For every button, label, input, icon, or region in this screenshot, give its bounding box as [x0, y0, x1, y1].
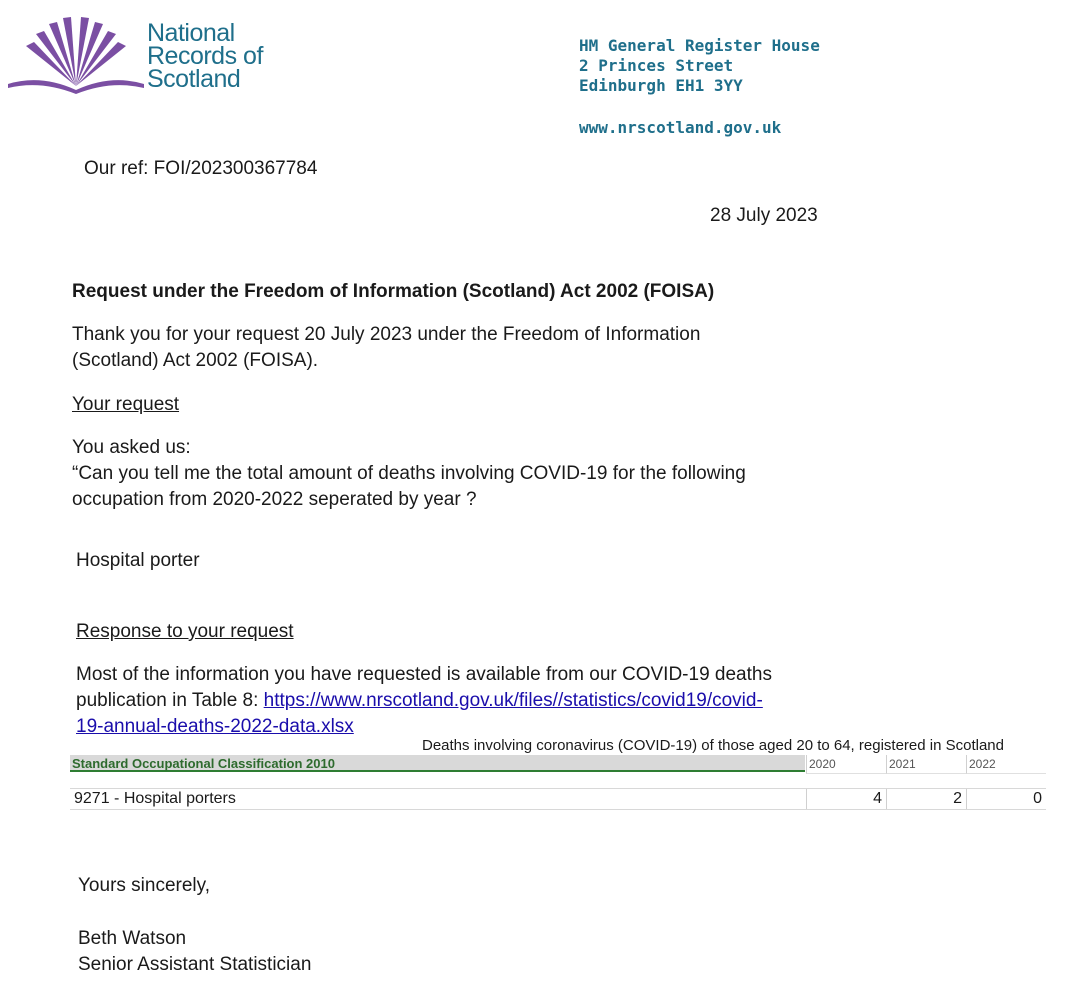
address-block	[579, 36, 820, 96]
nrs-logo-icon	[6, 14, 146, 94]
deaths-value: 2	[886, 789, 966, 809]
year-header: 2021	[886, 755, 966, 774]
deaths-value: 0	[966, 789, 1046, 809]
year-header: 2020	[806, 755, 886, 774]
intro-paragraph: Thank you for your request 20 July 2023 under the Freedom of Information (Scotland) Act 2002 (FOISA).	[72, 324, 701, 371]
table-header	[70, 755, 1046, 774]
data-file-link-cont[interactable]: 19-annual-deaths-2022-data.xlsx	[76, 716, 354, 737]
address-line: 2 Princes Street	[579, 56, 734, 75]
response-paragraph: Most of the information you have requested is available from our COVID-19 deaths publication in Table 8: https://www.nrscotland.gov.uk/files//statistics/covid19/covid- 19-annual-deaths-2022-data.xlsx	[76, 664, 772, 737]
table-row	[70, 788, 1046, 810]
letter-heading: Request under the Freedom of Information (Scotland) Act 2002 (FOISA)	[72, 281, 715, 302]
salutation: Yours sincerely,	[78, 875, 211, 896]
website-link[interactable]: www.nrscotland.gov.uk	[579, 118, 782, 137]
signatory-name: Beth Watson	[78, 928, 187, 949]
year-header: 2022	[966, 755, 1046, 774]
deaths-value: 4	[806, 789, 886, 809]
table-title: Deaths involving coronavirus (COVID-19) of those aged 20 to 64, registered in Scotland	[422, 737, 1004, 754]
response-heading: Response to your request	[76, 621, 294, 642]
data-file-link[interactable]: https://www.nrscotland.gov.uk/files//statistics/covid19/covid-	[263, 690, 763, 711]
classification-header: Standard Occupational Classification 2010	[70, 755, 805, 772]
your-request-heading: Your request	[72, 394, 180, 415]
address-line: HM General Register House	[579, 36, 820, 55]
address-line: Edinburgh EH1 3YY	[579, 76, 743, 95]
letter-date: 28 July 2023	[710, 205, 818, 226]
reference-number: Our ref: FOI/202300367784	[84, 158, 318, 179]
occupation-text: Hospital porter	[76, 550, 200, 571]
request-paragraph: You asked us: “Can you tell me the total amount of deaths involving COVID-19 for the following occupation from 2020-2022 seperated by year ?	[72, 437, 746, 510]
signatory-title: Senior Assistant Statistician	[78, 954, 312, 975]
occupation-label: 9271 - Hospital porters	[74, 790, 236, 807]
nrs-logo-text: National Records of Scotland	[147, 19, 263, 93]
